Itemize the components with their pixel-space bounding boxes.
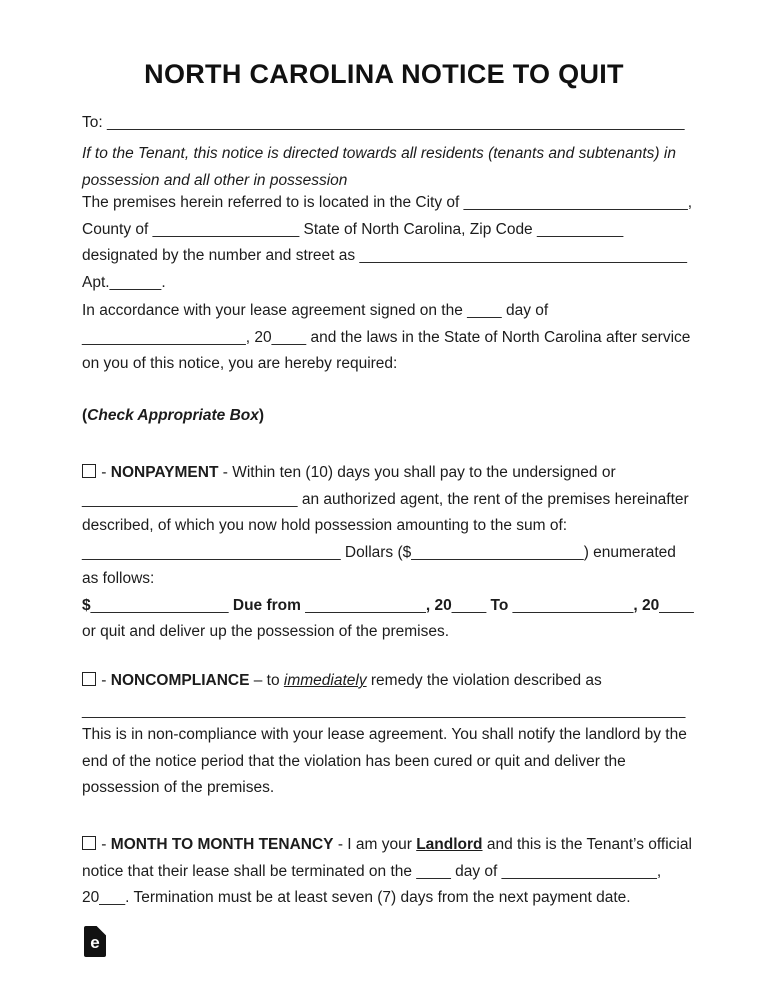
accordance-line2 [82, 325, 691, 352]
city-blank-field: __________________________ [463, 194, 688, 211]
due-to-date-blank-field: ______________ [512, 596, 634, 614]
text-segment: - I am your [333, 836, 417, 853]
due-to-year-blank-field: ____ [659, 596, 694, 614]
amount-numeric-blank-field: ____________________ [411, 543, 584, 561]
text-segment: day of [501, 302, 549, 319]
premises-line2 [82, 217, 688, 244]
text-segment: an authorized agent, the rent of the premises hereinafter [297, 490, 689, 508]
tenant-note [82, 141, 688, 194]
noncompliance-section [82, 668, 688, 695]
text-segment: - [97, 836, 111, 853]
month-to-month-section [82, 832, 692, 912]
landlord-emphasis: Landlord [416, 836, 483, 853]
text-segment: State of North Carolina, Zip Code [299, 220, 537, 238]
termination-month-blank-field: __________________ [501, 862, 657, 880]
to-line [82, 110, 688, 137]
to-label: To: [82, 114, 107, 131]
text-segment: designated by the number and street as [82, 247, 360, 264]
text-segment: remedy the violation described as [366, 672, 602, 689]
premises-line1 [82, 190, 693, 217]
text-segment: and this is the Tenant’s official [482, 836, 692, 853]
apt-blank-field: ______ [109, 273, 162, 291]
amount-words-blank-field: ______________________________ [82, 543, 341, 561]
logo-letter: e [90, 933, 100, 952]
noncompliance-para-line1: This is in non-compliance with your lease agreement. You shall notify the landlord by the [82, 726, 687, 743]
dollar-sign: $ [82, 596, 91, 614]
text-segment: The premises herein referred to is located in the City of [82, 194, 464, 211]
nonpayment-checkbox-icon[interactable] [82, 464, 96, 478]
nonpayment-section [82, 460, 694, 646]
noncompliance-paragraph [82, 722, 688, 802]
zip-blank-field: __________ [537, 220, 624, 238]
due-from-label: Due from [228, 596, 306, 614]
tenant-note-line1: If to the Tenant, this notice is directed towards all residents (tenants and subtenants) in [82, 145, 676, 162]
noncompliance-checkbox-icon[interactable] [82, 672, 96, 686]
nonpayment-line3: described, of which you now hold possession amounting to the sum of: [82, 517, 568, 534]
nonpayment-due-line [82, 593, 694, 620]
text-segment: - [97, 672, 111, 689]
termination-year-blank-field: ___ [99, 889, 126, 906]
to-label: To [486, 596, 513, 614]
paren-close: ) [258, 407, 265, 424]
violation-blank-line [82, 698, 688, 725]
violation-blank-field: ______________________________________________________________________ [82, 702, 686, 719]
termination-day-blank-field: ____ [416, 862, 451, 880]
month-to-month-checkbox-icon[interactable] [82, 836, 96, 850]
text-segment: day of [450, 862, 502, 880]
tenant-note-line2: possession and all other in possession [82, 171, 348, 189]
nonpayment-line4 [82, 540, 688, 567]
mtm-line3 [82, 885, 688, 912]
page-title: NORTH CAROLINA NOTICE TO QUIT [144, 59, 624, 89]
nonpayment-line2 [82, 487, 688, 514]
immediately-emphasis: immediately [283, 672, 367, 689]
text-segment: . [161, 273, 166, 291]
text-segment: County of [82, 220, 153, 238]
month-blank-field: ___________________ [82, 328, 246, 346]
year-prefix: , 20 [425, 596, 452, 614]
due-from-date-blank-field: ______________ [305, 596, 426, 614]
due-from-year-blank-field: ____ [451, 596, 487, 614]
to-blank-field: ___________________________________________________________________ [106, 114, 685, 131]
premises-paragraph [82, 190, 693, 296]
due-amount-blank-field: ________________ [90, 596, 229, 614]
street-blank-field: ______________________________________ [359, 247, 688, 264]
noncompliance-line1 [82, 668, 688, 695]
payee-blank-field: _________________________ [82, 490, 298, 508]
text-segment: notice that their lease shall be terminated on the [82, 862, 417, 880]
nonpayment-line7: or quit and deliver up the possession of the premises. [82, 623, 450, 640]
text-segment: 20 [82, 889, 100, 906]
mtm-heading: MONTH TO MONTH TENANCY [110, 836, 334, 853]
eforms-logo-icon [84, 926, 106, 957]
text-segment: and the laws in the State of North Carolina after service [306, 328, 691, 346]
premises-line4 [82, 270, 688, 297]
mtm-line2 [82, 859, 688, 886]
text-segment: Apt. [82, 273, 110, 291]
text-segment: , [656, 862, 662, 880]
check-heading-text: Check Appropriate Box [87, 407, 259, 424]
noncompliance-para-line2: end of the notice period that the violation has been cured or quit and deliver the [82, 752, 626, 770]
paren-open: ( [82, 407, 88, 424]
text-segment: , [687, 194, 693, 211]
accordance-paragraph [82, 298, 691, 378]
nonpayment-line1 [82, 460, 688, 487]
text-segment: In accordance with your lease agreement signed on the [82, 302, 468, 319]
text-segment: - Within ten (10) days you shall pay to the undersigned or [218, 464, 616, 481]
text-segment: - [97, 464, 111, 481]
accordance-line1 [82, 298, 688, 325]
nonpayment-line5: as follows: [82, 570, 155, 587]
day-blank-field: ____ [467, 302, 502, 319]
text-segment: . Termination must be at least seven (7) days from the next payment date. [125, 889, 631, 906]
year-blank-field: ____ [271, 328, 307, 346]
check-box-heading [82, 403, 688, 430]
year-prefix: , 20 [633, 596, 660, 614]
text-segment: ) enumerated [583, 543, 676, 561]
mtm-line1 [82, 832, 692, 859]
text-segment: , 20 [245, 328, 272, 346]
nonpayment-heading: NONPAYMENT [110, 464, 219, 481]
text-segment: Dollars ($ [340, 543, 412, 561]
text-segment: – to [249, 672, 284, 689]
premises-line3 [82, 243, 688, 270]
noncompliance-heading: NONCOMPLIANCE [110, 672, 250, 689]
county-blank-field: _________________ [152, 220, 300, 238]
accordance-line3: on you of this notice, you are hereby required: [82, 355, 398, 372]
noncompliance-para-line3: possession of the premises. [82, 779, 275, 796]
